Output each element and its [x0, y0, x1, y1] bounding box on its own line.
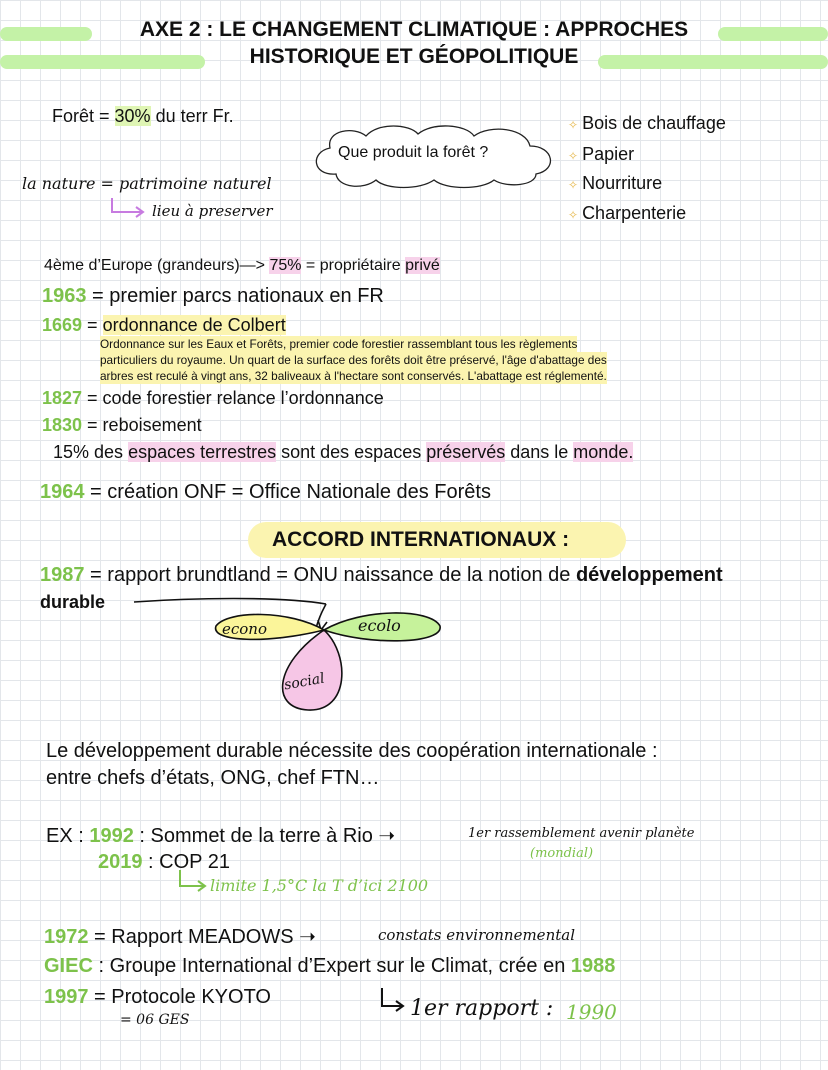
page-title-line2: HISTORIQUE ET GÉOPOLITIQUE — [249, 45, 579, 68]
product-item: ✧ Nourriture — [568, 173, 663, 193]
sustainability-petals-diagram — [130, 584, 450, 718]
hook-arrow-black-icon — [376, 984, 408, 1018]
handnote-preserver: lieu à preserver — [152, 202, 273, 220]
hook-arrow-green-icon — [176, 866, 212, 896]
page-title-line1: AXE 2 : LE CHANGEMENT CLIMATIQUE : APPROCHES — [139, 18, 689, 41]
rapport-year: 1990 — [566, 1000, 617, 1024]
accords-heading: ACCORD INTERNATIONAUX : — [272, 528, 570, 551]
product-item: ✧ Papier — [568, 144, 635, 164]
leaf-bullet-icon: ✧ — [568, 178, 579, 192]
arrow-right-icon: ➝ — [378, 825, 396, 847]
forest-share: Forêt = 30% du terr Fr. — [52, 106, 234, 126]
rio-note: 1er rassemblement avenir planète — [468, 826, 695, 841]
preserved-share: 15% des espaces terrestres sont des espaces préservés dans le monde. — [53, 442, 634, 462]
leaf-bullet-icon: ✧ — [568, 118, 579, 132]
accord-1987: 1987 = rapport brundtland = ONU naissance de la notion de développement — [40, 564, 723, 586]
accord-1987-line2: durable — [40, 592, 106, 612]
leaf-bullet-icon: ✧ — [568, 208, 579, 222]
arrow-right-icon: ➝ — [299, 926, 316, 948]
europe-rank: 4ème d’Europe (grandeurs)—> 75% = propriétaire privé — [44, 257, 440, 274]
hook-arrow-icon — [108, 196, 148, 220]
accord-1992: EX : 1992 : Sommet de la terre à Rio ➝ — [46, 825, 396, 847]
colbert-detail-1: Ordonnance sur les Eaux et Forêts, premier code forestier rassemblant tous les règlements — [100, 337, 578, 351]
petal-ecolo: ecolo — [358, 616, 401, 635]
colbert-detail-3: arbres est reculé à vingt ans, 32 baliveaux à l'hectare sont conservés. L'abattage est réglementé. — [100, 369, 607, 383]
petal-econo: econo — [222, 620, 267, 638]
product-item: ✧ Bois de chauffage — [568, 113, 726, 133]
history-1669: 1669 = ordonnance de Colbert — [42, 315, 286, 335]
coop-line2: entre chefs d’états, ONG, chef FTN… — [46, 767, 380, 789]
history-1963: 1963 = premier parcs nationaux en FR — [42, 285, 384, 307]
accord-2019: 2019 : COP 21 — [98, 851, 230, 873]
rapport-note: 1er rapport : — [410, 996, 554, 1021]
coop-line1: Le développement durable nécessite des coopération internationale : — [46, 740, 658, 762]
rio-note-mondial: (mondial) — [530, 846, 594, 861]
handnote-patrimoine: la nature = patrimoine naturel — [22, 174, 272, 193]
product-item: ✧ Charpenterie — [568, 203, 687, 223]
accord-1972: 1972 = Rapport MEADOWS ➝ — [44, 926, 316, 948]
petal-social: social — [282, 670, 326, 694]
cop-note: limite 1,5°C la T d’ici 2100 — [210, 876, 429, 895]
history-1964: 1964 = création ONF = Office Nationale des Forêts — [40, 481, 491, 503]
colbert-detail-2: particuliers du royaume. Un quart de la surface des forêts doit être préservé, l'âge d'abattage des — [100, 353, 607, 367]
forest-question: Que produit la forêt ? — [338, 144, 489, 161]
leaf-bullet-icon: ✧ — [568, 149, 579, 163]
history-1827: 1827 = code forestier relance l’ordonnance — [42, 388, 384, 408]
kyoto-note: = 06 GES — [120, 1012, 190, 1028]
history-1830: 1830 = reboisement — [42, 415, 202, 435]
meadows-note: constats environnemental — [378, 926, 575, 944]
accord-1997: 1997 = Protocole KYOTO — [44, 986, 271, 1008]
giec-line: GIEC : Groupe International d’Expert sur le Climat, crée en 1988 — [44, 955, 616, 977]
